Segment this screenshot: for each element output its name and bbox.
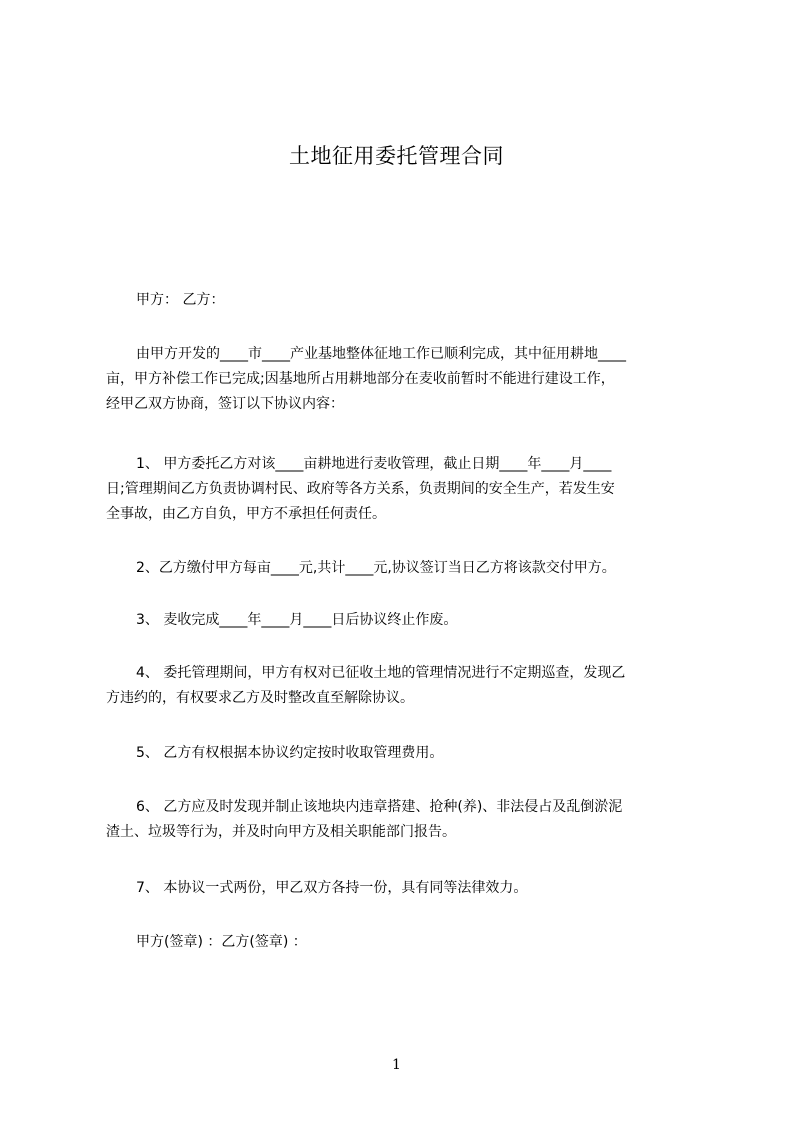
clause-1-line-2: 日;管理期间乙方负责协调村民、政府等各方关系，负责期间的安全生产，若发生安 xyxy=(106,481,615,497)
clause-6 xyxy=(106,795,702,845)
intro-line-2: 亩，甲方补偿工作已完成;因基地所占用耕地部分在麦收前暂时不能进行建设工作， xyxy=(106,371,615,387)
clause-5 xyxy=(106,741,702,766)
clause-1-line-1: 1、 甲方委托乙方对该____亩耕地进行麦收管理，截止日期____年____月____ xyxy=(136,456,612,472)
clause-6-line-2: 渣土、垃圾等行为，并及时向甲方及相关职能部门报告。 xyxy=(106,824,456,840)
intro-paragraph xyxy=(106,342,702,417)
clause-4-line-2: 方违约的，有权要求乙方及时整改直至解除协议。 xyxy=(106,690,414,706)
signature-text: 甲方(签章) ：乙方(签章) ： xyxy=(136,934,307,950)
intro-line-3: 经甲乙双方协商，签订以下协议内容： xyxy=(106,396,344,412)
document-title: 土地征用委托管理合同 xyxy=(289,144,504,168)
parties-line xyxy=(106,288,702,313)
clause-3-line-1: 3、 麦收完成____年____月____日后协议终止作废。 xyxy=(136,612,458,628)
clause-1-line-3: 全事故，由乙方自负，甲方不承担任何责任。 xyxy=(106,506,386,522)
clause-3 xyxy=(106,608,702,633)
intro-line-1: 由甲方开发的____市____产业基地整体征地工作已顺利完成，其中征用耕地____ xyxy=(136,346,626,362)
clause-4 xyxy=(106,661,702,711)
clause-6-line-1: 6、 乙方应及时发现并制止该地块内违章搭建、抢种(养)、非法侵占及乱倒淤泥 xyxy=(136,799,623,815)
clause-1 xyxy=(106,452,702,527)
clause-4-line-1: 4、 委托管理期间，甲方有权对已征收土地的管理情况进行不定期巡查，发现乙 xyxy=(136,665,626,681)
parties-text: 甲方： 乙方： xyxy=(136,292,225,308)
page-number: 1 xyxy=(392,1057,401,1073)
signature-line xyxy=(106,930,702,955)
clause-2-line-1: 2、乙方缴付甲方每亩____元,共计____元,协议签订当日乙方将该款交付甲方。 xyxy=(136,560,616,576)
clause-7 xyxy=(106,876,702,901)
clause-7-line-1: 7、 本协议一式两份，甲乙双方各持一份，具有同等法律效力。 xyxy=(136,880,528,896)
clause-2 xyxy=(106,556,702,581)
clause-5-line-1: 5、 乙方有权根据本协议约定按时收取管理费用。 xyxy=(136,745,444,761)
